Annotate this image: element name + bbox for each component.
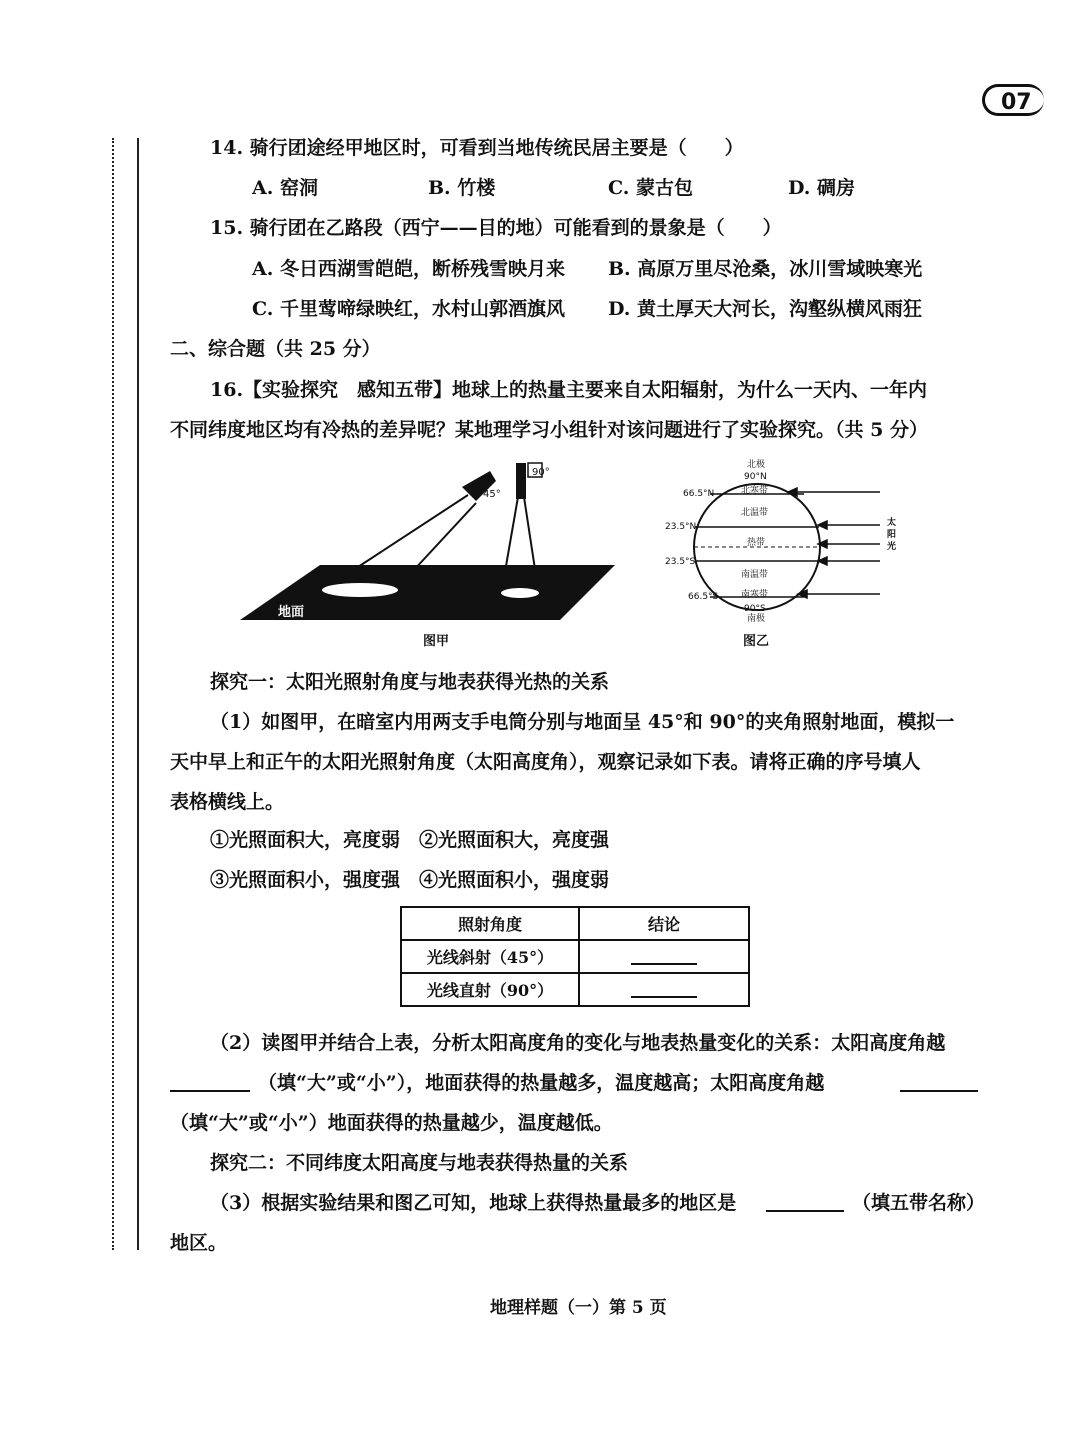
explore1-p1-line3: 表格横线上。 bbox=[170, 791, 285, 813]
answer-blank-p3[interactable] bbox=[766, 1210, 844, 1212]
figure-yi-caption: 图乙 bbox=[743, 634, 770, 649]
answer-blank-p2-2[interactable] bbox=[900, 1090, 978, 1092]
ground-label: 地面 bbox=[278, 605, 305, 620]
figure-jia-caption: 图甲 bbox=[423, 634, 450, 649]
explore2-title: 探究二：不同纬度太阳高度与地表获得热量的关系 bbox=[210, 1152, 629, 1174]
sun-label-2: 阳 bbox=[887, 530, 897, 540]
sun-label-1: 太 bbox=[887, 518, 897, 528]
lat-23n: 23.5°N bbox=[665, 522, 697, 532]
explore1-title: 探究一：太阳光照射角度与地表获得光热的关系 bbox=[210, 671, 610, 693]
p3-line1: （3）根据实验结果和图乙可知，地球上获得热量最多的地区是 bbox=[210, 1192, 737, 1214]
light-spot-oblique bbox=[322, 583, 398, 597]
p3-line1-tail: （填五带名称） bbox=[852, 1192, 986, 1214]
table-cell-angle: 光线直射（90°） bbox=[401, 973, 579, 1006]
figure-jia bbox=[240, 455, 630, 655]
zone-south-frigid: 南寒带 bbox=[741, 590, 769, 600]
answer-blank-p2-1[interactable] bbox=[170, 1090, 250, 1092]
results-table bbox=[400, 906, 750, 1007]
table-cell-blank[interactable] bbox=[579, 940, 749, 973]
section-title: 二、综合题（共 25 分） bbox=[170, 338, 381, 360]
binding-dotted-line bbox=[112, 138, 114, 1250]
table-header-angle: 照射角度 bbox=[401, 907, 579, 940]
q16-line2: 不同纬度地区均有冷热的差异呢？某地理学习小组针对该问题进行了实验探究。（共 5 分） bbox=[170, 419, 928, 441]
table-row bbox=[401, 940, 749, 973]
page-footer: 地理样题（一）第 5 页 bbox=[490, 1298, 667, 1318]
answer-blank[interactable] bbox=[631, 945, 697, 965]
binding-solid-line bbox=[137, 138, 139, 1250]
flashlight-vertical bbox=[516, 463, 526, 499]
lat-66s: 66.5°S bbox=[688, 592, 719, 602]
q15-option-b: B. 高原万里尽沧桑，冰川雪域映寒光 bbox=[608, 258, 923, 280]
south-pole-label: 南极 bbox=[747, 614, 766, 624]
table-header-conclusion: 结论 bbox=[579, 907, 749, 940]
angle-label-90: 90° bbox=[532, 467, 550, 478]
p2-line1: （2）读图甲并结合上表，分析太阳高度角的变化与地表热量变化的关系：太阳高度角越 bbox=[210, 1032, 946, 1054]
answer-blank[interactable] bbox=[631, 978, 697, 998]
q14-option-c: C. 蒙古包 bbox=[608, 177, 694, 199]
explore1-p1-line1: （1）如图甲，在暗室内用两支手电筒分别与地面呈 45°和 90°的夹角照射地面，模拟一 bbox=[210, 711, 955, 733]
sun-label-3: 光 bbox=[887, 542, 897, 552]
zone-tropical: 热带 bbox=[747, 538, 766, 548]
table-row bbox=[401, 973, 749, 1006]
q14-option-b: B. 竹楼 bbox=[428, 177, 496, 199]
q14-option-d: D. 碉房 bbox=[788, 177, 856, 199]
zone-south-temperate: 南温带 bbox=[741, 570, 769, 580]
choice-row-2: ③光照面积小，强度强 ④光照面积小，强度弱 bbox=[210, 869, 610, 891]
light-spot-direct bbox=[501, 588, 539, 598]
page-number-badge: 07 bbox=[982, 84, 1044, 116]
north-pole-label: 北极 bbox=[747, 460, 766, 470]
choice-row-1: ①光照面积大，亮度弱 ②光照面积大，亮度强 bbox=[210, 829, 610, 851]
north-pole-lat: 90°N bbox=[744, 472, 767, 482]
q14-option-a: A. 窑洞 bbox=[252, 177, 318, 199]
south-pole-lat: 90°S bbox=[744, 604, 766, 614]
lat-66n: 66.5°N bbox=[683, 489, 715, 499]
explore1-p1-line2: 天中早上和正午的太阳光照射角度（太阳高度角），观察记录如下表。请将正确的序号填人 bbox=[170, 751, 921, 773]
table-cell-angle: 光线斜射（45°） bbox=[401, 940, 579, 973]
zone-north-frigid: 北寒带 bbox=[741, 486, 769, 496]
q15-option-a: A. 冬日西湖雪皑皑，断桥残雪映月来 bbox=[252, 258, 565, 280]
q15-option-d: D. 黄土厚天大河长，沟壑纵横风雨狂 bbox=[608, 298, 923, 320]
svg-text:45°: 45° bbox=[483, 489, 501, 500]
p2-line2: （填“大”或“小”），地面获得的热量越多，温度越高；太阳高度角越 bbox=[258, 1072, 825, 1094]
q14-stem: 14. 骑行团途经甲地区时，可看到当地传统民居主要是（ ） bbox=[210, 137, 744, 159]
zone-north-temperate: 北温带 bbox=[741, 508, 769, 518]
p3-line2: 地区。 bbox=[170, 1232, 228, 1254]
q15-option-c: C. 千里莺啼绿映红，水村山郭酒旗风 bbox=[252, 298, 566, 320]
q16-line1: 16.【实验探究 感知五带】地球上的热量主要来自太阳辐射，为什么一天内、一年内 bbox=[210, 379, 928, 401]
p2-line3: （填“大”或“小”）地面获得的热量越少，温度越低。 bbox=[170, 1112, 613, 1134]
q15-stem: 15. 骑行团在乙路段（西宁——目的地）可能看到的景象是（ ） bbox=[210, 217, 782, 239]
lat-23s: 23.5°S bbox=[665, 557, 696, 567]
table-cell-blank[interactable] bbox=[579, 973, 749, 1006]
figure-yi bbox=[655, 455, 915, 655]
